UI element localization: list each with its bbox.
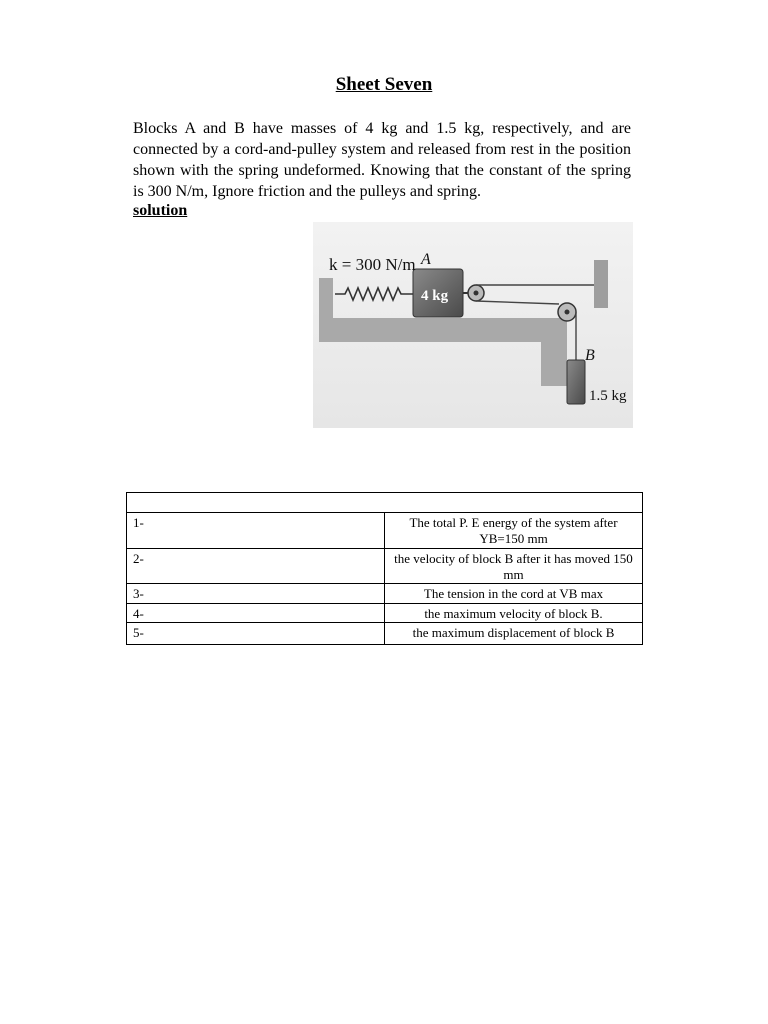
table-row bbox=[127, 513, 643, 549]
block-a-mass-label: 4 kg bbox=[421, 288, 449, 304]
row-text: the maximum displacement of block B bbox=[385, 623, 643, 645]
block-a-label: A bbox=[421, 251, 431, 268]
right-wall bbox=[594, 260, 608, 308]
table-row bbox=[127, 604, 643, 623]
row-number: 5- bbox=[127, 623, 385, 645]
problem-statement: Blocks A and B have masses of 4 kg and 1.5 kg, respectively, and are connected by a cord-and-pulley system and released from rest in the position shown with the spring undeformed. Knowing that the constant of the spring is 300 N/m, Ignore friction and the pulleys and spring. bbox=[133, 120, 631, 200]
solution-label: solution bbox=[133, 202, 188, 219]
row-text: the maximum velocity of block B. bbox=[385, 604, 643, 623]
row-text: the velocity of block B after it has moved 150 mm bbox=[385, 549, 643, 584]
questions-table bbox=[126, 492, 643, 645]
row-number: 3- bbox=[127, 584, 385, 604]
table-row bbox=[127, 549, 643, 584]
spring-pulley-figure bbox=[313, 222, 633, 428]
table-row bbox=[127, 623, 643, 645]
sheet-title: Sheet Seven bbox=[335, 74, 433, 95]
table-header-row bbox=[127, 493, 643, 513]
block-b-mass-label: 1.5 kg bbox=[589, 388, 627, 404]
row-number: 4- bbox=[127, 604, 385, 623]
row-number: 2- bbox=[127, 549, 385, 584]
block-b-label: B bbox=[585, 347, 595, 364]
block-b bbox=[567, 360, 585, 404]
table-row bbox=[127, 584, 643, 604]
row-number: 1- bbox=[127, 513, 385, 549]
row-text: The total P. E energy of the system after YB=150 mm bbox=[385, 513, 643, 549]
figure-drawing bbox=[313, 222, 633, 428]
spring-constant-label: k = 300 N/m bbox=[329, 255, 416, 274]
row-text: The tension in the cord at VB max bbox=[385, 584, 643, 604]
table-header-cell bbox=[127, 493, 643, 513]
